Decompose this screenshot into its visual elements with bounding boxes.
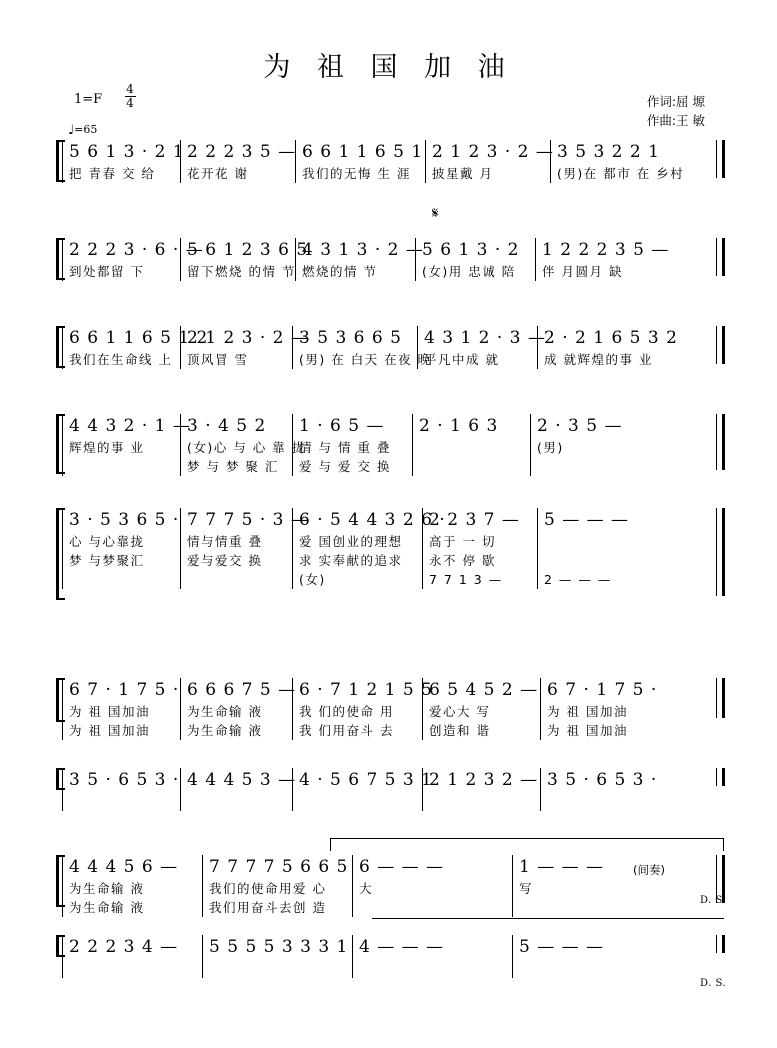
- music-system: [0, 768, 777, 808]
- note-row: 1 2 2 2 3 5 —: [542, 240, 670, 260]
- lyric-line-1: [544, 532, 647, 551]
- note-row: 4 4 4 5 6 —: [69, 857, 179, 877]
- measure: [352, 935, 512, 978]
- measure: [540, 768, 662, 811]
- lyric-line-3: [69, 570, 180, 589]
- measure: [180, 678, 297, 740]
- measure: [62, 238, 204, 281]
- measure: [62, 326, 209, 369]
- lyric-line-1: 为生命输 液: [69, 881, 145, 896]
- measure: [512, 935, 672, 978]
- measure: [202, 855, 352, 917]
- note-row: 1 · 6 5 —: [299, 416, 385, 436]
- lyric-line-2: 爱 与 爱 交 换: [299, 459, 391, 474]
- music-system: [0, 935, 777, 975]
- measure-row: [62, 768, 725, 811]
- note-row: 4 · 5 6 7 5 3 1: [299, 770, 433, 790]
- lyric-line-2: 为 祖 国加油: [547, 723, 628, 738]
- measure: [292, 508, 446, 589]
- segno-icon: 𝄋: [432, 204, 439, 222]
- note-row: 4 4 4 5 3 —: [187, 770, 297, 790]
- note-row: 2 · 2 1 6 5 3 2: [544, 328, 678, 348]
- lyric-line-1: 辉煌的事 业: [69, 440, 145, 455]
- lyric-line-1: [519, 959, 672, 978]
- note-row: 2 1 2 3 · 2 —: [187, 328, 309, 348]
- note-row: 3 5 · 6 5 3 ·: [547, 770, 658, 790]
- measure-row: [62, 238, 725, 281]
- lyric-line-2: 求 实奉献的追求: [299, 553, 403, 568]
- measure: [550, 140, 685, 183]
- system-end-bar: [716, 508, 725, 596]
- time-signature-denominator: 4: [126, 96, 134, 110]
- lyric-line-1: 情与情重 叠: [187, 534, 263, 549]
- measure-row: [62, 855, 725, 917]
- note-row: 5 6 1 2 3 6 5: [187, 240, 309, 260]
- lyric-line-1: 披星戴 月: [432, 166, 494, 181]
- music-system: [0, 508, 777, 618]
- lyric-line-1: (男): [537, 440, 564, 455]
- lyric-line-2: 为生命输 液: [69, 900, 145, 915]
- lyric-line-2: [69, 457, 180, 476]
- system-end-bar: [716, 768, 725, 786]
- lyric-line-2: 我 们用奋斗 去: [299, 723, 394, 738]
- ds-mark-2: D. S.: [700, 978, 727, 989]
- note-row: 2 · 1 6 3: [419, 416, 499, 436]
- measure: [62, 140, 185, 183]
- lyric-line-2: 永不 停 歇: [429, 553, 496, 568]
- lyric-line-1: 心 与心靠拢: [69, 534, 145, 549]
- measure: [295, 238, 424, 281]
- music-system: [0, 326, 777, 386]
- measure: [180, 238, 309, 281]
- lyric-line-1: 为生命输 液: [187, 704, 263, 719]
- lyric-line-1: [429, 792, 540, 811]
- measure: [202, 935, 352, 978]
- lyric-line-1: 平凡中成 就: [424, 352, 500, 367]
- system-end-bar: [716, 855, 725, 903]
- lyric-line-2: 为 祖 国加油: [69, 723, 150, 738]
- measure: [537, 508, 647, 589]
- note-row: 6 7 · 1 7 5 ·: [547, 680, 658, 700]
- lyric-line-1: (男) 在 白天 在夜 晚: [299, 352, 432, 367]
- system-end-bar: [716, 935, 725, 953]
- lyric-line-1: [209, 959, 352, 978]
- system-end-bar: [716, 678, 725, 718]
- lyric-line-1: 顶风冒 雪: [187, 352, 249, 367]
- lyric-line-3: 2 — — —: [544, 572, 612, 587]
- note-row: 6 6 1 1 6 5 1: [302, 142, 424, 162]
- note-row: 2 · 3 5 —: [537, 416, 623, 436]
- lyric-line-1: 爱心大 写: [429, 704, 491, 719]
- lyric-line-1: 成 就辉煌的事 业: [544, 352, 653, 367]
- music-system: [0, 678, 777, 740]
- system-end-bar: [716, 238, 725, 276]
- lyric-line-1: 花开花 谢: [187, 166, 249, 181]
- ds-mark-1: D. S.: [700, 895, 727, 906]
- note-row: 4 3 1 3 · 2 —: [302, 240, 424, 260]
- lyric-line-3: (女): [299, 572, 326, 587]
- measure-row: [62, 140, 725, 183]
- time-signature: [123, 84, 137, 109]
- measure: [540, 678, 662, 740]
- measure: [295, 140, 425, 183]
- note-row: 2 1 2 3 · 2 —: [432, 142, 554, 162]
- lyric-line-1: [187, 792, 292, 811]
- lyric-line-1: [69, 959, 202, 978]
- music-system: [0, 855, 777, 925]
- lyric-line-1: 我们的使命用爱 心: [209, 881, 327, 896]
- measure: [292, 414, 412, 476]
- lyric-line-1: 我们在生命线 上: [69, 352, 173, 367]
- lyric-line-1: (女)用 忠诚 陪: [422, 264, 516, 279]
- lyric-line-2: [419, 457, 530, 476]
- measure: [62, 768, 180, 811]
- quarter-note-icon: ♩: [68, 123, 75, 138]
- lyric-line-1: [547, 792, 662, 811]
- note-row: 3 5 3 2 2 1: [557, 142, 660, 162]
- music-system: [0, 238, 777, 298]
- time-signature-numerator: 4: [126, 82, 134, 96]
- note-row: 6 6 1 1 6 5 1 2: [69, 328, 209, 348]
- lyric-line-2: [359, 898, 512, 917]
- measure: [422, 678, 540, 740]
- key-signature: 1=F: [74, 92, 103, 107]
- page-title: 为 祖 国 加 油: [263, 52, 514, 83]
- note-row: 1 — — —: [519, 857, 605, 877]
- lyric-line-1: 为 祖 国加油: [69, 704, 150, 719]
- measure: [62, 414, 191, 476]
- lyric-line-1: 爱 国创业的理想: [299, 534, 403, 549]
- note-row: 5 6 1 3 · 2: [422, 240, 520, 260]
- system-end-bar: [716, 414, 725, 470]
- note-row: 4 3 1 2 · 3 —: [424, 328, 546, 348]
- system-end-bar: [716, 326, 725, 364]
- measure: [512, 855, 672, 917]
- measure: [535, 238, 670, 281]
- lyric-line-2: [519, 898, 672, 917]
- note-row: 6 5 4 5 2 —: [429, 680, 539, 700]
- repeat-bracket-1: [330, 838, 724, 851]
- system-end-bar: [716, 140, 725, 178]
- measure: [62, 855, 202, 917]
- lyric-line-3: [187, 570, 292, 589]
- measure: [425, 140, 554, 183]
- measure: [412, 414, 530, 476]
- note-row: 2 2 2 3 · 6 · —: [69, 240, 204, 260]
- measure: [292, 326, 432, 369]
- lyric-line-1: 高于 一 切: [429, 534, 496, 549]
- measure: [352, 855, 512, 917]
- lyric-line-3: 7 7 1 3 —: [429, 572, 503, 587]
- lyric-line-1: 燃烧的情 节: [302, 264, 378, 279]
- measure: [530, 414, 652, 476]
- measure: [180, 508, 309, 589]
- measure: [415, 238, 535, 281]
- note-row: 2 2 2 3 5 —: [187, 142, 297, 162]
- measure: [180, 414, 306, 476]
- lyric-line-2: 我们用奋斗去创 造: [209, 900, 327, 915]
- measure: [62, 935, 202, 978]
- lyric-line-2: 创造和 谐: [429, 723, 491, 738]
- lyric-line-1: 留下燃烧 的情 节: [187, 264, 296, 279]
- lyric-line-1: 伴 月圆月 缺: [542, 264, 623, 279]
- music-system: [0, 414, 777, 492]
- note-row: 6 · 7 1 2 1 5 5: [299, 680, 433, 700]
- note-row: 3 · 5 3 6 5 ·: [69, 510, 180, 530]
- measure-row: [62, 414, 725, 476]
- measure: [62, 508, 180, 589]
- note-row: 3 · 4 5 2: [187, 416, 267, 436]
- lyric-line-1: 到处都留 下: [69, 264, 145, 279]
- note-row: 5 — — —: [519, 937, 605, 957]
- tempo-marking: [68, 122, 97, 137]
- lyric-line-1: [299, 792, 422, 811]
- lyric-line-1: [69, 792, 180, 811]
- note-row: 2 2 2 3 4 —: [69, 937, 179, 957]
- note-row: 2 1 2 3 2 —: [429, 770, 539, 790]
- lyric-line-2: 梦 与梦聚汇: [69, 553, 145, 568]
- lyric-line-1: 为 祖 国加油: [547, 704, 628, 719]
- interlude-label: (间奏): [633, 863, 665, 877]
- measure-row: [62, 326, 725, 369]
- lyric-line-2: 梦 与 梦 聚 汇: [187, 459, 279, 474]
- note-row: 6 7 · 1 7 5 ·: [69, 680, 180, 700]
- lyric-line-1: (男)在 都市 在 乡村: [557, 166, 685, 181]
- lyric-line-1: 大: [359, 881, 374, 896]
- measure: [180, 140, 295, 183]
- measure-row: [62, 678, 725, 740]
- note-row: 6 · 5 4 4 3 2 6 ·: [299, 510, 446, 530]
- lyric-line-1: 我们的无悔 生 涯: [302, 166, 411, 181]
- note-row: 5 5 5 5 3 3 3 1: [209, 937, 349, 957]
- measure: [537, 326, 678, 369]
- lyric-line-2: [544, 551, 647, 570]
- note-row: 6 6 6 7 5 —: [187, 680, 297, 700]
- lyric-line-1: (女)心 与 心 靠 拢: [187, 440, 306, 455]
- lyric-line-1: [359, 959, 512, 978]
- lyric-line-1: 我 们的使命 用: [299, 704, 394, 719]
- credits: [647, 92, 705, 130]
- note-row: 6 — — —: [359, 857, 445, 877]
- measure: [292, 678, 433, 740]
- measure: [422, 508, 537, 589]
- note-row: 7 7 7 5 · 3 —: [187, 510, 309, 530]
- note-row: 7 7 7 7 5 6 6 5: [209, 857, 349, 877]
- note-row: 4 4 3 2 · 1 —: [69, 416, 191, 436]
- composer-credit: 作曲:王 敏: [646, 113, 705, 128]
- note-row: 5 — — —: [544, 510, 630, 530]
- measure: [292, 768, 433, 811]
- lyric-line-2: 为生命输 液: [187, 723, 263, 738]
- measure: [180, 768, 297, 811]
- lyric-line-1: [419, 438, 530, 457]
- note-row: 3 5 · 6 5 3 ·: [69, 770, 180, 790]
- measure: [62, 678, 180, 740]
- lyric-line-1: 把 青春 交 给: [69, 166, 156, 181]
- tempo-value: =65: [74, 123, 98, 136]
- measure: [417, 326, 546, 369]
- lyric-line-2: [537, 457, 652, 476]
- note-row: 4 — — —: [359, 937, 445, 957]
- lyric-line-2: 爱与爱交 换: [187, 553, 263, 568]
- lyricist-credit: 作词:屈 塬: [646, 94, 705, 109]
- measure: [422, 768, 540, 811]
- note-row: 5 6 1 3 · 2 1: [69, 142, 185, 162]
- lyric-line-1: 情 与 情 重 叠: [299, 440, 391, 455]
- music-system: [0, 140, 777, 200]
- note-row: 2 2 3 7 —: [429, 510, 520, 530]
- measure-row: [62, 935, 725, 978]
- measure: [180, 326, 309, 369]
- measure-row: [62, 508, 725, 589]
- note-row: 3 5 3 6 6 5: [299, 328, 402, 348]
- lyric-line-1: 写: [519, 881, 534, 896]
